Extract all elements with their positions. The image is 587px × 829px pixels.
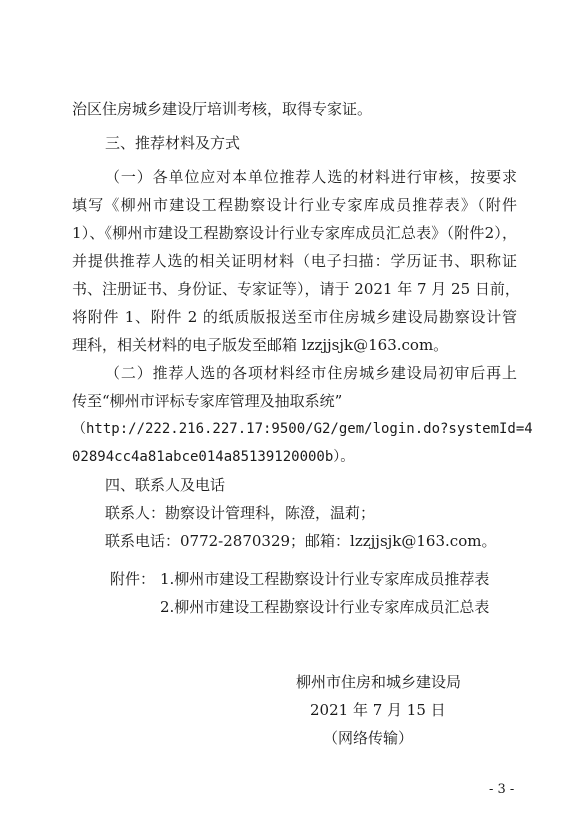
text-line: 填写《柳州市建设工程勘察设计行业专家库成员推荐表》（附件	[72, 196, 517, 214]
text-line: 书、注册证书、身份证、专家证等），请于 2021 年 7 月 25 日前，	[72, 280, 520, 298]
text-line: （二）推荐人选的各项材料经市住房城乡建设局初审后再上	[105, 364, 517, 382]
attachment-item: 1.柳州市建设工程勘察设计行业专家库成员推荐表	[160, 570, 490, 588]
page-number: - 3 -	[489, 782, 515, 797]
issuing-organization: 柳州市住房和城乡建设局	[296, 673, 462, 691]
section-heading: 四、联系人及电话	[105, 476, 226, 494]
contact-person: 联系人：勘察设计管理科，陈澄，温莉；	[105, 504, 376, 522]
transmission-note: （网络传输）	[323, 729, 414, 747]
text-line: （一）各单位应对本单位推荐人选的材料进行审核，按要求	[105, 168, 517, 186]
url-line: 02894cc4a81abce014a85139120000b）。	[72, 449, 355, 465]
text-line: 将附件 1、附件 2 的纸质版报送至市住房城乡建设局勘察设计管	[72, 308, 517, 326]
section-heading: 三、推荐材料及方式	[105, 134, 241, 152]
attachment-item: 2.柳州市建设工程勘察设计行业专家库成员汇总表	[160, 598, 490, 616]
text-line: 理科，相关材料的电子版发至邮箱 lzzjjsjk@163.com。	[72, 336, 449, 354]
text-line: 传至“柳州市评标专家库管理及抽取系统”	[72, 392, 343, 410]
url-line: （http://222.216.227.17:9500/G2/gem/login.do?systemId=4	[72, 421, 533, 437]
issue-date: 2021 年 7 月 15 日	[310, 701, 446, 719]
text-line: 治区住房城乡建设厅培训考核，取得专家证。	[72, 100, 373, 118]
contact-phone-email: 联系电话：0772-2870329；邮箱：lzzjjsjk@163.com。	[105, 532, 497, 550]
attachments-label: 附件：	[110, 570, 156, 588]
text-line: 1）、《柳州市建设工程勘察设计行业专家库成员汇总表》（附件2），	[72, 224, 517, 242]
text-line: 并提供推荐人选的相关证明材料（电子扫描：学历证书、职称证	[72, 252, 517, 270]
